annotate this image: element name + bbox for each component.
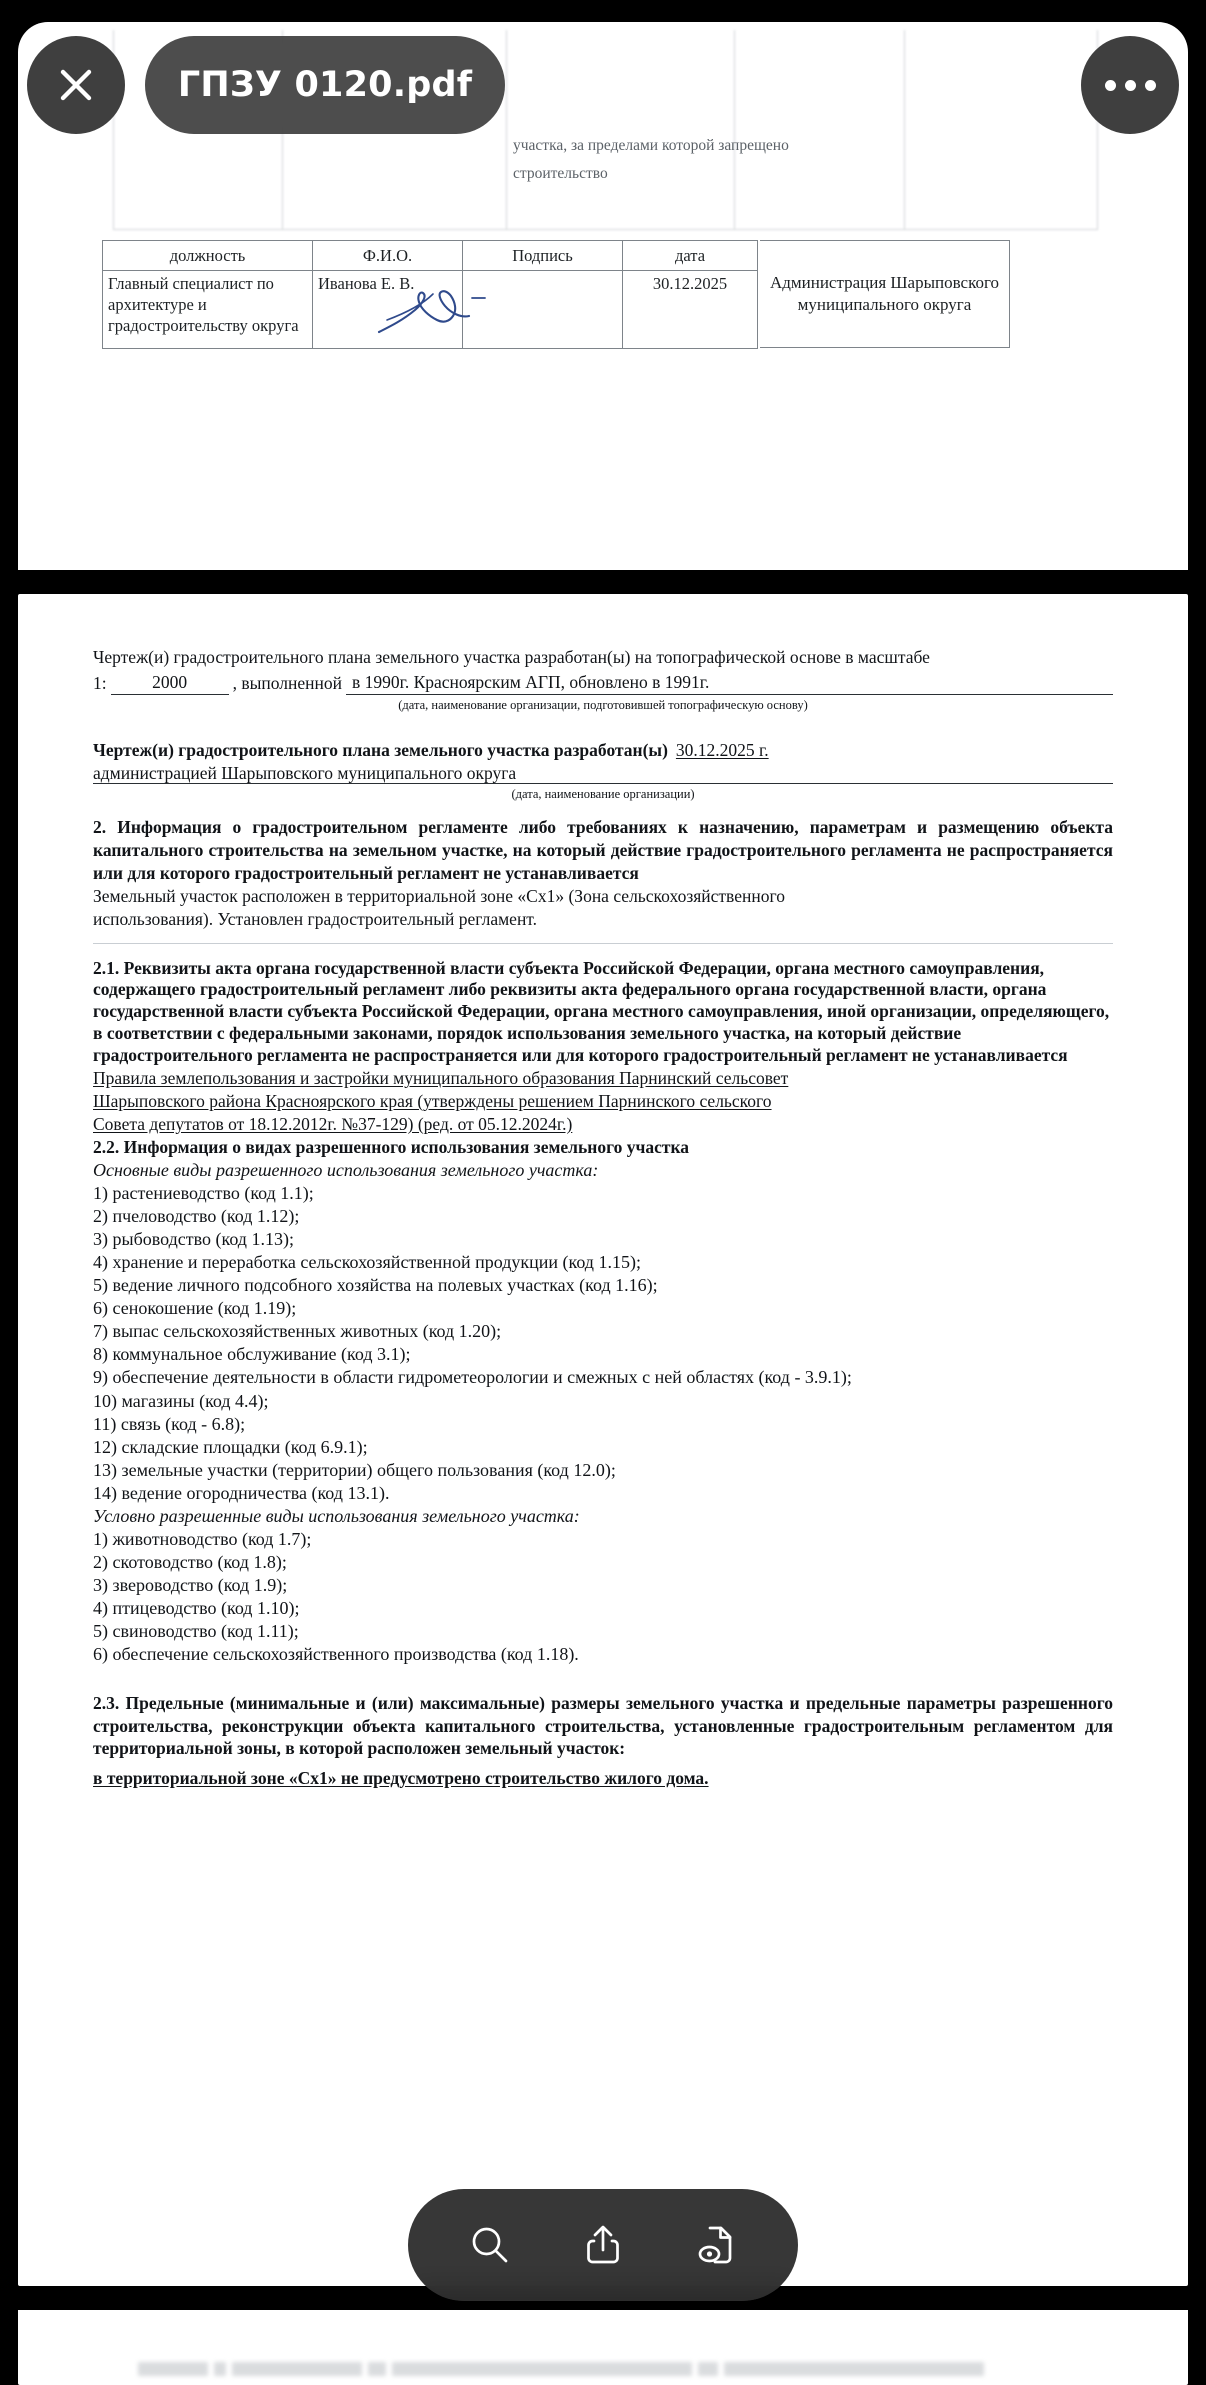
pdf-page-next[interactable] (18, 2310, 1188, 2385)
list-item: 12) складские площадки (код 6.9.1); (93, 1436, 368, 1457)
search-button[interactable] (451, 2206, 529, 2284)
scale-value: 2000 (111, 671, 229, 695)
scale-line-1: Чертеж(и) градостроительного плана земельного участка разработан(ы) на топографической основе в масштабе (93, 647, 930, 667)
bottom-toolbar (408, 2189, 798, 2301)
list-item: 1) растениеводство (код 1.1); (93, 1183, 314, 1204)
close-button[interactable] (27, 36, 125, 134)
file-title: ГПЗУ 0120.pdf (177, 65, 473, 105)
section-2-1-answer-line-2: Шарыповского района Красноярского края (утверждены решением Парнинского сельского (93, 1090, 772, 1111)
close-icon (53, 62, 99, 108)
list-item: 8) коммунальное обслуживание (код 3.1); (93, 1344, 411, 1365)
list-item: 6) сенокошение (код 1.19); (93, 1298, 297, 1319)
section-2-3-body: 2.3. Предельные (минимальные и (или) максимальные) размеры земельного участка и предельные параметры разрешенного строительства, реконструкции объекта капитального строительства, установленные градостроительным регламентом для территориальной зоны, в которой расположен земельный участок: (93, 1692, 1113, 1759)
list-item: 10) магазины (код 4.4); (93, 1390, 269, 1411)
list-item: 4) птицеводство (код 1.10); (93, 1597, 300, 1618)
section-2-1-answer-line-1: Правила землепользования и застройки муниципального образования Парнинский сельсовет (93, 1068, 789, 1089)
list-item: 5) ведение личного подсобного хозяйства на полевых участках (код 1.16); (93, 1275, 658, 1296)
more-options-button[interactable] (1081, 36, 1179, 134)
signature-header-name: Ф.И.О. (313, 241, 463, 271)
section-2-1-body: 2.1. Реквизиты акта органа государственной власти субъекта Российской Федерации, органа местного самоуправления, содержащего градостроительный регламент либо реквизиты акта федерального органа государственной власти, органа государственной власти субъекта Российской Федерации, органа местного самоуправления, иной организации, определяющего, в соответствии с федеральными законами, порядок использования земельного участка, на который действие градостроительного регламента не распространяется или для которого градостроительный регламент не устанавливается (93, 957, 1110, 1065)
list-item: 5) свиноводство (код 1.11); (93, 1620, 299, 1641)
signature-cell-position: Главный специалист по архитектуре и градостроительству округа (103, 271, 313, 349)
search-icon (467, 2222, 513, 2268)
share-icon (580, 2222, 626, 2268)
scale-organization: в 1990г. Красноярским АГП, обновлено в 1991г. (346, 671, 1113, 695)
list-item: 14) ведение огородничества (код 13.1). (93, 1482, 390, 1503)
section-2-answer-line-2: использования). Установлен градостроительный регламент. (93, 909, 538, 929)
pdf-page-current[interactable] (18, 594, 1188, 2286)
signature-organization: Администрация Шарыповского муниципального округа (760, 240, 1010, 348)
developed-line-1: Чертеж(и) градостроительного плана земельного участка разработан(ы) (93, 739, 668, 760)
previous-page-note-line-1: участка, за пределами которой запрещено (513, 137, 789, 154)
developed-caption: (дата, наименование организации) (511, 787, 695, 801)
document-eye-icon (693, 2222, 739, 2268)
more-horizontal-icon (1105, 80, 1156, 91)
table-row (103, 271, 758, 349)
list-item: 2) пчеловодство (код 1.12); (93, 1206, 300, 1227)
page-preview-button[interactable] (677, 2206, 755, 2284)
signature-cell-sign (463, 271, 623, 349)
list-item: 11) связь (код - 6.8); (93, 1413, 246, 1434)
share-button[interactable] (564, 2206, 642, 2284)
developed-line-2: администрацией Шарыповского муниципального округа (93, 763, 517, 784)
previous-page-note-line-2: строительство (513, 165, 608, 182)
file-title-pill[interactable] (145, 36, 505, 134)
developed-date: 30.12.2025 г. (675, 739, 769, 760)
signature-table-header-row (103, 241, 758, 271)
section-2-body: 2. Информация о градостроительном регламенте либо требованиях к назначению, параметрам и размещению объекта капитального строительства на земельном участке, на который действие градостроительного регламента не распространяется или для которого градостроительный регламент не устанавливается (93, 817, 1113, 883)
list-item: 3) рыбоводство (код 1.13); (93, 1229, 294, 1250)
section-2-2-main-title: Основные виды разрешенного использования земельного участка: (93, 1160, 599, 1181)
document-body (93, 646, 1113, 1790)
scale-caption: (дата, наименование организации, подготовившей топографическую основу) (398, 697, 808, 712)
section-2-3-answer: в территориальной зоне «Сх1» не предусмотрено строительство жилого дома. (93, 1768, 709, 1789)
list-item: 9) обеспечение деятельности в области гидрометеорологии и смежных с ней областях (код - 3.9.1); (93, 1367, 852, 1388)
scale-prefix: 1: (93, 672, 107, 693)
list-item: 1) животноводство (код 1.7); (93, 1528, 312, 1549)
signature-table (102, 240, 758, 349)
list-item: 3) звероводство (код 1.9); (93, 1574, 288, 1595)
section-2-answer-line-1: Земельный участок расположен в территориальной зоне «Сх1» (Зона сельскохозяйственного (93, 886, 785, 907)
signature-header-date: дата (623, 241, 758, 271)
signature-header-position: должность (103, 241, 313, 271)
list-item: 7) выпас сельскохозяйственных животных (код 1.20); (93, 1321, 502, 1342)
list-item: 4) хранение и переработка сельскохозяйственной продукции (код 1.15); (93, 1252, 641, 1273)
section-2-1-answer-line-3: Совета депутатов от 18.12.2012г. №37-129) (ред. от 05.12.2024г.) (93, 1113, 573, 1134)
list-item: 6) обеспечение сельскохозяйственного производства (код 1.18). (93, 1643, 579, 1664)
section-2-2-heading: 2.2. Информация о видах разрешенного использования земельного участка (93, 1137, 690, 1158)
signature-cell-date: 30.12.2025 (623, 271, 758, 349)
scale-mid: , выполненной (232, 672, 342, 693)
signature-cell-name: Иванова Е. В. (313, 271, 463, 349)
list-item: 2) скотоводство (код 1.8); (93, 1551, 287, 1572)
next-page-ghost-content (138, 2362, 1068, 2382)
signature-header-sign: Подпись (463, 241, 623, 271)
list-item: 13) земельные участки (территории) общего пользования (код 12.0); (93, 1459, 616, 1480)
section-2-2-conditional-title: Условно разрешенные виды использования земельного участка: (93, 1505, 580, 1526)
